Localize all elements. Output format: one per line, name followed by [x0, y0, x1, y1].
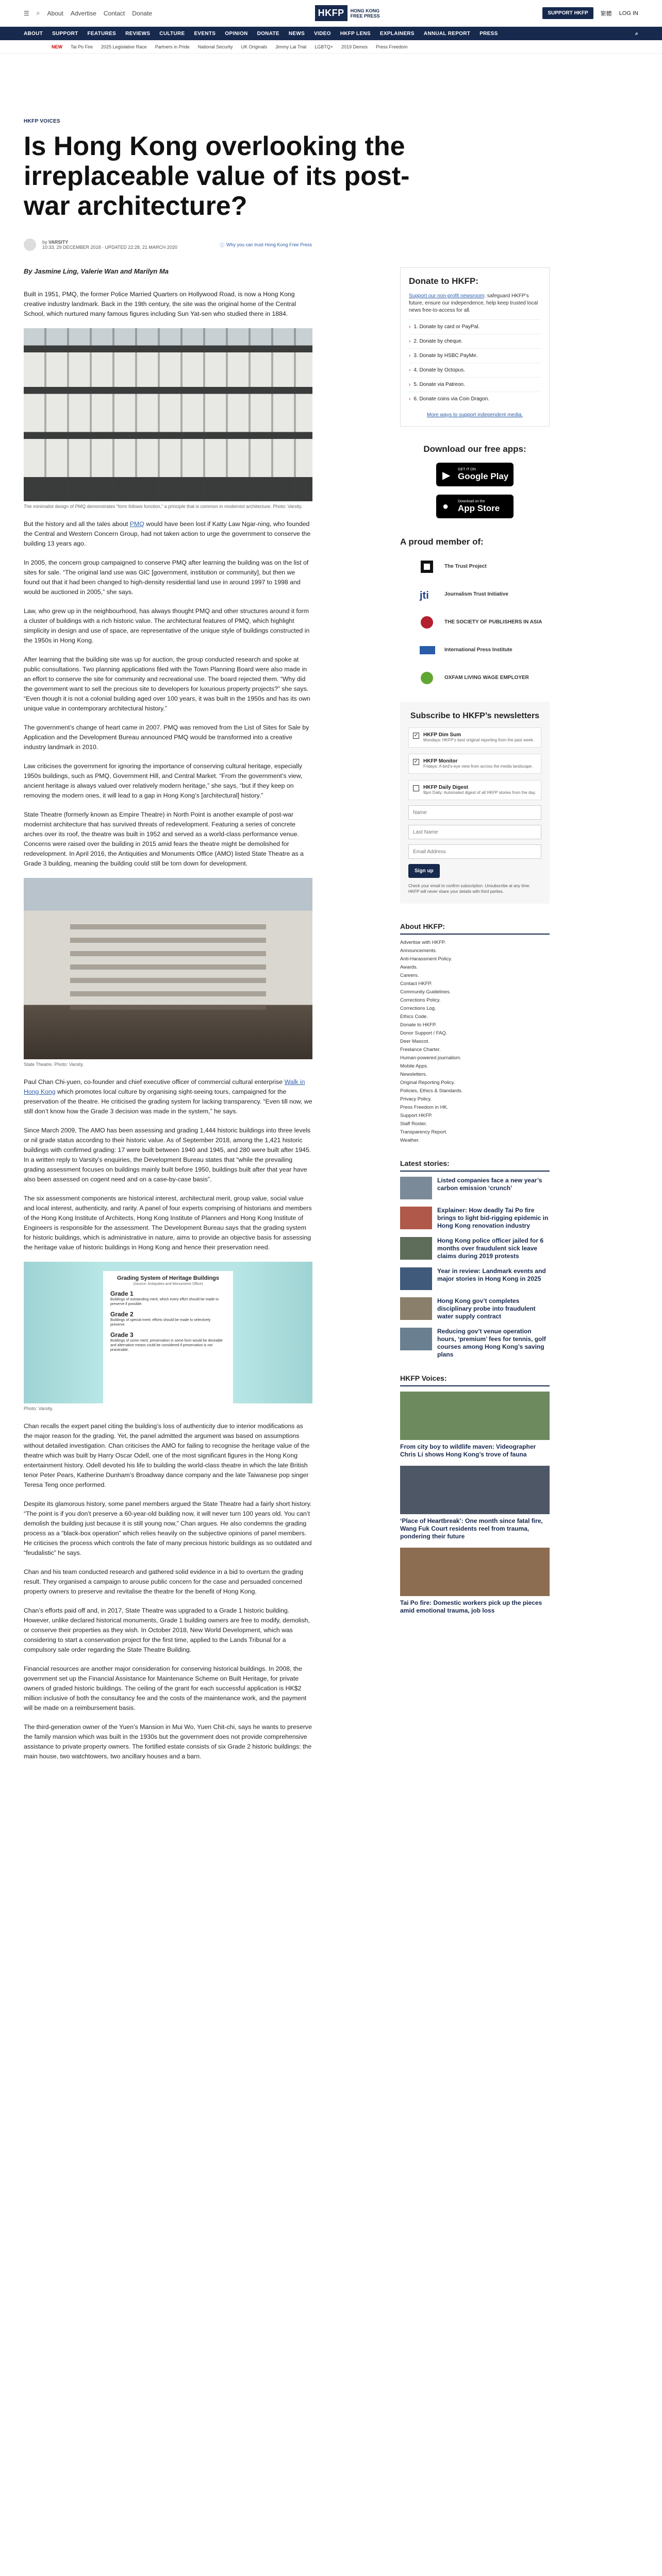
- nav-opinion[interactable]: OPINION: [225, 30, 248, 37]
- voice-headline[interactable]: ‘Place of Heartbreak’: One month since fatal fire, Wang Fuk Court residents reel from trauma, pondering their future: [400, 1517, 543, 1540]
- article-title: Is Hong Kong overlooking the irreplaceable value of its post-war architecture?: [24, 131, 410, 221]
- walk-in-hong-kong-link[interactable]: Walk in Hong Kong: [24, 1078, 305, 1095]
- story-thumbnail[interactable]: [400, 1297, 432, 1320]
- about-list: [400, 939, 550, 1145]
- voice-headline[interactable]: Tai Po fire: Domestic workers pick up the pieces amid emotional trauma, job loss: [400, 1599, 542, 1614]
- story-headline[interactable]: Hong Kong police officer jailed for 6 months over fraudulent sick leave claims during 2019 protests: [437, 1237, 544, 1260]
- arrow-icon: ›: [409, 353, 411, 359]
- donate-intro-link[interactable]: Support our non-profit newsroom: [409, 293, 485, 299]
- name-field[interactable]: [408, 805, 541, 820]
- email-field[interactable]: [408, 844, 541, 859]
- trending-link[interactable]: Tai Po Fire: [71, 44, 93, 49]
- story-item[interactable]: [400, 1328, 550, 1359]
- paragraph: In 2005, the concern group campaigned to conserve PMQ after learning the building was on the list of sites for sale. “The original land use was GIC [government, institution or community], but then we found out that it had been changed to high-density residential land use in around 1997 to 1998 and would be auctioned in 2005,” she says.: [24, 559, 309, 596]
- voice-thumbnail[interactable]: [400, 1466, 550, 1514]
- member-logo[interactable]: [400, 642, 550, 658]
- donate-option[interactable]: [409, 319, 541, 334]
- logo-mark: HKFP: [315, 5, 347, 21]
- svg-text:jti: jti: [420, 590, 429, 601]
- about-link[interactable]: Original Reporting Policy.: [400, 1080, 455, 1086]
- article-category[interactable]: HKFP VOICES: [24, 118, 60, 124]
- topbar-link-contact[interactable]: Contact: [103, 9, 125, 17]
- voice-item[interactable]: [400, 1466, 550, 1540]
- donate-option-label: 1. Donate by card or PayPal.: [413, 324, 480, 330]
- logo-wordmark: [351, 8, 380, 19]
- nav-news[interactable]: NEWS: [288, 30, 305, 37]
- story-thumbnail[interactable]: [400, 1237, 432, 1260]
- donate-option-label: 5. Donate via Patreon.: [413, 382, 465, 387]
- trending-link[interactable]: 2025 Legislative Race: [101, 44, 147, 49]
- about-link[interactable]: Awards.: [400, 964, 418, 970]
- newsletter-name: HKFP Dim Sum: [423, 732, 461, 738]
- app-store-button[interactable]: [436, 495, 514, 518]
- sopa-icon: [419, 614, 439, 631]
- paragraph: [24, 519, 312, 549]
- donate-option-label: 3. Donate by HSBC PayMe.: [413, 353, 478, 359]
- grade-row: [110, 1331, 226, 1352]
- donate-option[interactable]: [409, 334, 541, 348]
- donate-title: Donate to HKFP:: [409, 276, 479, 286]
- paragraph: After learning that the building site was up for auction, the group conducted research and spoke at public consultations. Two planning applications filed with the Town Planning Board were also made in an effort to conserve the site for community and recreational use. The board rejected them. “Why did the government want to sell the precious site to developers for luxurious property projects?” she says. “Even though it is not a colonial building aged over 100 years, it was built in the 1950s and has its own unique value in contemporary architectural history.”: [24, 656, 310, 712]
- byline: [24, 239, 638, 251]
- paragraph: The government’s change of heart came in 2007. PMQ was removed from the List of Sites for Sale by Application and the Development Bureau announced PMQ would be transformed into a creative industry landmark in 2010.: [24, 724, 309, 751]
- story-item[interactable]: [400, 1237, 550, 1260]
- about-link[interactable]: Contact HKFP.: [400, 981, 433, 987]
- newsletter-checkbox[interactable]: ✓: [413, 759, 419, 765]
- about-link[interactable]: Staff Roster.: [400, 1121, 427, 1127]
- donate-option[interactable]: [409, 392, 541, 406]
- member-name: The Trust Project: [444, 564, 487, 569]
- nav-about[interactable]: ABOUT: [24, 30, 43, 37]
- voice-item[interactable]: [400, 1548, 550, 1615]
- signup-button[interactable]: Sign up: [408, 864, 440, 878]
- voice-item[interactable]: [400, 1392, 550, 1459]
- author-avatar: [24, 239, 36, 251]
- about-link[interactable]: Corrections Log.: [400, 1006, 436, 1011]
- newsletter-title: Subscribe to HKFP’s newsletters: [410, 711, 540, 720]
- info-icon: ⓘ: [219, 242, 224, 248]
- trending-link[interactable]: Press Freedom: [375, 44, 408, 49]
- arrow-icon: ›: [409, 338, 411, 344]
- member-name: International Press Institute: [444, 647, 512, 653]
- latest-title: Latest stories:: [400, 1159, 550, 1172]
- about-link[interactable]: Donor Support / FAQ.: [400, 1030, 448, 1036]
- voice-thumbnail[interactable]: [400, 1392, 550, 1440]
- figure-grading-system: [24, 1262, 312, 1411]
- newsletter-checkbox[interactable]: ✓: [413, 733, 419, 738]
- pmq-link[interactable]: PMQ: [129, 520, 144, 528]
- paragraph: Since March 2009, The AMO has been assessing and grading 1,444 historic buildings into three levels or nil grade status according to their historic value. As of September 2018, among the 1,421 historic buildings with confirmed grading: 17 were built between 1940 and 1945, and 280 were built after 1945. In a written reply to Varsity’s enquiries, the Development Bureau states that “while the prevailing grading assessment focuses on buildings mainly built before 1950, buildings built after that year have also been assessed on cogent need and on a case-by-case basis”.: [24, 1127, 311, 1183]
- newsletter-option[interactable]: [408, 754, 541, 774]
- trending-link[interactable]: LGBTQ+: [315, 44, 333, 49]
- sidebar: [400, 267, 550, 1771]
- newsletter-desc: 9pm Daily: Automated digest of all HKFP stories from the day.: [423, 790, 536, 795]
- topbar-link-donate[interactable]: Donate: [132, 9, 152, 17]
- nav-culture[interactable]: CULTURE: [159, 30, 185, 37]
- newsletter-desc: Mondays: HKFP’s best original reporting from the past week.: [423, 738, 535, 742]
- grade-name: Grade 2: [110, 1311, 134, 1318]
- donate-intro: [409, 293, 541, 314]
- content-layout: [0, 267, 662, 1771]
- about-link[interactable]: Donate to HKFP.: [400, 1022, 437, 1028]
- donate-option[interactable]: [409, 377, 541, 392]
- signup-row: [408, 859, 541, 878]
- about-link[interactable]: Human-powered journalism.: [400, 1055, 461, 1061]
- grade-name: Grade 1: [110, 1290, 134, 1297]
- member-name: Journalism Trust Initiative: [444, 591, 508, 597]
- nav-video[interactable]: VIDEO: [314, 30, 331, 37]
- nav-features[interactable]: FEATURES: [87, 30, 117, 37]
- donate-option-label: 4. Donate by Octopus.: [413, 367, 465, 373]
- language-switch[interactable]: 繁體: [600, 10, 612, 17]
- more-ways-link[interactable]: More ways to support independent media.: [426, 412, 523, 418]
- donate-option-label: 6. Donate coins via Coin Dragon.: [413, 396, 490, 402]
- about-link[interactable]: Anti-Harassment Policy.: [400, 956, 452, 962]
- trending-link[interactable]: Jimmy Lai Trial: [275, 44, 307, 49]
- figure-caption: State Theatre. Photo: Varsity.: [24, 1062, 84, 1067]
- grading-source: (Source: Antiquities and Monuments Office): [133, 1282, 203, 1286]
- donate-option[interactable]: [409, 348, 541, 363]
- newsletter-note: Check your email to confirm subscription. Unsubscribe at any time. HKFP will never share your details with third parties.: [408, 884, 531, 894]
- newsletter-desc: Fridays: A bird’s-eye view from across the media landscape.: [423, 764, 533, 769]
- story-item[interactable]: [400, 1177, 550, 1199]
- newsletter-name: HKFP Monitor: [423, 758, 458, 764]
- nav-press[interactable]: PRESS: [479, 30, 498, 37]
- infographic-decoration: [235, 1262, 312, 1403]
- arrow-icon: ›: [409, 382, 411, 387]
- donate-option-label: 2. Donate by cheque.: [413, 338, 463, 344]
- story-thumbnail[interactable]: [400, 1267, 432, 1290]
- story-headline[interactable]: Listed companies face a new year’s carbon emission ‘crunch’: [437, 1177, 542, 1192]
- paragraph: Financial resources are another major consideration for conserving historical buildings. In 2008, the government set up the Financial Assistance for Maintenance Scheme on Built Heritage, for private owners of graded historic buildings. The ceiling of the grant for each successful application is HK$2 million inclusive of both the consultancy fee and the costs of the maintenance work, and the payment will be made on a reimbursement basis.: [24, 1665, 307, 1711]
- paragraph: State Theatre (formerly known as Empire Theatre) in North Point is another example of post-war modernist architecture that has survived threats of redevelopment. Featuring a series of concrete arches over its roof, the theatre was built in 1952 and served as a world-class performance venue. Concerns were raised over the building in 2015 amid fears the theatre might be demolished for redevelopment. In April 2016, the Antiquities and Monuments Office (AMO) listed State Theatre as a Grade 3 building, meaning the building could still be torn down for development.: [24, 811, 304, 867]
- ipi-icon: [419, 642, 439, 658]
- figure-caption: The minimalist design of PMQ demonstrates “form follows function,” a principle that is common in modernist architecture. Photo: Varsity.: [24, 504, 303, 509]
- grade-row: [110, 1290, 226, 1307]
- grade-name: Grade 3: [110, 1331, 134, 1338]
- logo-line-2: FREE PRESS: [350, 13, 380, 19]
- article-authors: By Jasmine Ling, Valerie Wan and Marilyn Ma: [24, 267, 169, 275]
- topbar-left: [24, 9, 152, 17]
- member-logo[interactable]: [400, 586, 550, 603]
- paragraph-text: Paul Chan Chi-yuen, co-founder and chief executive officer of commercial cultural enterprise: [24, 1078, 285, 1086]
- about-link[interactable]: Announcements.: [400, 948, 437, 954]
- top-utility-bar: [0, 0, 662, 27]
- nav-reviews[interactable]: REVIEWS: [125, 30, 151, 37]
- trust-project-icon: [419, 558, 439, 575]
- last-name-field[interactable]: [408, 825, 541, 839]
- newsletter-name: HKFP Daily Digest: [423, 785, 469, 790]
- logo-line-1: HONG KONG: [350, 8, 380, 13]
- pmq-photo: [24, 328, 312, 501]
- nav-annual-report[interactable]: ANNUAL REPORT: [423, 30, 471, 37]
- google-play-big: Google Play: [458, 471, 509, 481]
- nav-events[interactable]: EVENTS: [194, 30, 216, 37]
- site-logo[interactable]: [315, 5, 380, 21]
- figure-caption: Photo: Varsity.: [24, 1406, 54, 1411]
- about-link[interactable]: Mobile Apps.: [400, 1063, 428, 1069]
- nav-search-icon[interactable]: ⌕: [635, 30, 638, 37]
- about-link[interactable]: Support HKFP.: [400, 1113, 433, 1118]
- new-tag: NEW: [52, 44, 62, 49]
- menu-icon[interactable]: ☰: [24, 9, 29, 17]
- app-store-big: App Store: [458, 503, 500, 513]
- newsletter-signup: [400, 702, 550, 904]
- newsletter-option[interactable]: [408, 780, 541, 800]
- story-item[interactable]: [400, 1207, 550, 1230]
- figure-state-theatre: [24, 878, 312, 1067]
- story-thumbnail[interactable]: [400, 1328, 432, 1350]
- jti-icon: [419, 586, 439, 603]
- play-icon: ▶: [442, 470, 451, 481]
- donate-intro-text: : safeguard HKFP’s future, ensure our independence, help keep trusted local news free-to-access for all.: [409, 293, 538, 313]
- article-header: [0, 54, 662, 251]
- arrow-icon: ›: [409, 396, 411, 402]
- paragraph-text: which promotes local culture by organising sight-seeing tours, campaigned for the preservation of the theatre. He criticised the grading system for lacking transparency. “Even till now, we still don’t know how the Grade 3 decision was made in the system,” he says.: [24, 1088, 312, 1115]
- grade-description: Buildings of some merit; preservation in some form would be desirable and alternative means could be considered if preservation is not practicable.: [110, 1339, 223, 1352]
- about-link[interactable]: Ethics Code.: [400, 1014, 428, 1020]
- google-play-small: GET IT ON: [458, 467, 476, 471]
- member-name: THE SOCIETY OF PUBLISHERS IN ASIA: [444, 619, 542, 625]
- about-link[interactable]: Transparency Report.: [400, 1129, 448, 1135]
- trending-link[interactable]: National Security: [197, 44, 233, 49]
- story-thumbnail[interactable]: [400, 1207, 432, 1229]
- arrow-icon: ›: [409, 324, 411, 330]
- main-navigation: [0, 27, 662, 40]
- story-thumbnail[interactable]: [400, 1177, 432, 1199]
- voice-headline[interactable]: From city boy to wildlife maven: Videographer Chris Li shows Hong Kong’s trove of fauna: [400, 1443, 536, 1458]
- article-body: [24, 267, 312, 1771]
- paragraph: Chan and his team conducted research and gathered solid evidence in a bid to overturn the grading result. They organised a campaign to arouse public concern for the case and persuaded concerned property owners to preserve and revitalise the theatre for the benefit of Hong Kong.: [24, 1568, 304, 1595]
- paragraph: Law, who grew up in the neighbourhood, has always thought PMQ and other structures around it form a cluster of buildings with a rich historic value. The architectural features of PMQ, which highlight simplicity in design and use of space, are representative of the unique style of buildings constructed in the 1950s in Hong Kong.: [24, 607, 310, 644]
- about-link[interactable]: Community Guidelines.: [400, 989, 451, 995]
- paragraph: [24, 1077, 312, 1116]
- byline-text: [42, 240, 177, 250]
- topbar-link-advertise[interactable]: Advertise: [70, 9, 96, 17]
- voice-thumbnail[interactable]: [400, 1548, 550, 1596]
- paragraph: The six assessment components are historical interest, architectural merit, group value, social value and local interest, authenticity, and rarity. A panel of four experts comprising of historians and members of the Hong Kong Institute of Architects, Hong Kong Institute of Planners and Hong Kong Institute of Engineers is responsible for the assessment. The Development Bureau says that the grading system for historic buildings, which is administrative in nature, aims to provide an objective basis for assessing the heritage value of historic buildings in Hong Kong and hence their preservation need.: [24, 1195, 312, 1251]
- search-icon[interactable]: ⌕: [36, 9, 40, 16]
- infographic-decoration: [24, 1262, 101, 1403]
- voices-title: HKFP Voices:: [400, 1374, 550, 1386]
- voices-list: [400, 1392, 550, 1615]
- trending-link[interactable]: 2019 Demos: [341, 44, 368, 49]
- member-title: A proud member of:: [400, 537, 484, 547]
- story-item[interactable]: [400, 1267, 550, 1290]
- support-hkfp-button[interactable]: SUPPORT HKFP: [542, 7, 593, 19]
- state-theatre-photo: [24, 878, 312, 1059]
- trending-link[interactable]: Partners in Pride: [155, 44, 190, 49]
- latest-stories: [400, 1159, 550, 1359]
- trust-link-label: Why you can trust Hong Kong Free Press: [226, 242, 312, 247]
- about-link[interactable]: Policies, Ethics & Standards.: [400, 1088, 463, 1094]
- hkfp-voices-section: [400, 1374, 550, 1615]
- grading-panel: [103, 1271, 233, 1403]
- grade-description: Buildings of outstanding merit, which every effort should be made to preserve if possible.: [110, 1298, 219, 1306]
- article-date: 10:33, 29 DECEMBER 2018 · UPDATED 22:28, 21 MARCH 2020: [42, 245, 177, 250]
- newsletter-option[interactable]: [408, 727, 541, 748]
- story-headline[interactable]: Reducing gov’t venue operation hours, ‘premium’ fees for tennis, golf courses among Hong Kong’s saving plans: [437, 1328, 546, 1358]
- trust-link[interactable]: [220, 242, 312, 248]
- about-link[interactable]: Corrections Policy.: [400, 997, 441, 1003]
- about-link[interactable]: Deer Mascot.: [400, 1039, 429, 1044]
- apps-title: Download our free apps:: [423, 444, 526, 454]
- about-link[interactable]: Press Freedom in HK.: [400, 1105, 449, 1110]
- byline-by: by: [42, 240, 47, 245]
- nav-hkfp-lens[interactable]: HKFP LENS: [340, 30, 371, 37]
- topbar-link-about[interactable]: About: [47, 9, 63, 17]
- google-play-button[interactable]: [436, 463, 514, 486]
- about-title: About HKFP:: [400, 922, 550, 935]
- author-name[interactable]: VARSITY: [48, 240, 69, 245]
- about-link[interactable]: Privacy Policy.: [400, 1096, 432, 1102]
- topbar-right: [542, 7, 638, 19]
- about-link[interactable]: Freelance Charter.: [400, 1047, 441, 1053]
- paragraph: Law criticises the government for ignoring the importance of conserving cultural heritage, especially 1950s buildings, such as PMQ, Government Hill, and Central Market. “From the government’s view, ancient heritage is always valued over relatively modern heritage,” she says, “but if they keep on removing the modern ones, it will lead to a gap in Hong Kong’s [architectural] history.”: [24, 762, 303, 799]
- paragraph: Despite its glamorous history, some panel members argued the State Theatre had a fairly short history. “The point is if you don’t preserve a 60-year-old building now, it will never turn 100 years old. You can’t demolish the building just because it is still young now,” Chan argues. He also condemns the grading process as a “black-box operation” which relies heavily on the subjective opinions of panel members. He criticises the process which controls the fate of many precious historic buildings as so outdated and “feudalistic” he says.: [24, 1500, 312, 1556]
- about-section: [400, 922, 550, 1145]
- about-link[interactable]: Careers.: [400, 973, 419, 978]
- member-logo[interactable]: [400, 558, 550, 575]
- about-link[interactable]: Newsletters.: [400, 1072, 427, 1077]
- arrow-icon: ›: [409, 367, 411, 373]
- nav-explainers[interactable]: EXPLAINERS: [379, 30, 415, 37]
- apple-icon: ●: [442, 501, 449, 512]
- grading-title: Grading System of Heritage Buildings: [117, 1275, 220, 1281]
- paragraph-text: But the history and all the tales about: [24, 520, 130, 528]
- nav-support[interactable]: SUPPORT: [52, 30, 78, 37]
- paragraph: The third-generation owner of the Yuen’s Mansion in Mui Wo, Yuen Chit-chi, says he wants to preserve the family mansion which was built in the 1930s but the government does not provide comprehensive assistance to private property owners. The fortified estate consists of six Grade 2 historic buildings: the main house, two watchtowers, two ancillary houses and a barn.: [24, 1723, 312, 1760]
- nav-donate[interactable]: DONATE: [257, 30, 279, 37]
- story-headline[interactable]: Explainer: How deadly Tai Po fire brings to light bid-rigging epidemic in Hong Kong renovation industry: [437, 1207, 549, 1229]
- app-store-small: Download on the: [458, 499, 485, 503]
- member-logo[interactable]: [400, 614, 550, 631]
- paragraph: Built in 1951, PMQ, the former Police Married Quarters on Hollywood Road, is now a Hong Kong creative industry landmark. Back in the 19th century, the site was the original home of the Central School, which nurtured many famous figures including Sun Yat-sen who studied there in 1884.: [24, 291, 296, 317]
- paragraph: Chan’s efforts paid off and, in 2017, State Theatre was upgraded to a Grade 1 historic building. However, unlike declared historical monuments, Grade 1 building owners are free to modify, demolish, or conserve their properties as they wish. In October 2018, New World Development, which was considering to start a conservation project for the first time, applied to the Lands Tribunal for a compulsory sale order regarding the State Theatre Building.: [24, 1607, 310, 1653]
- login-link[interactable]: LOG IN: [619, 10, 638, 16]
- member-logo[interactable]: [400, 670, 550, 686]
- figure-pmq: [24, 328, 312, 509]
- story-item[interactable]: [400, 1297, 550, 1320]
- paragraph: Chan recalls the expert panel citing the building’s loss of authenticity due to interior modifications as the major reason for the grading. Yet, the panel admitted the argument was based on assumptions without detailed investigation. Chan criticises the AMO for failing to recognise the heritage value of the theatre which was built by Harry Oscar Odell, one of the most significant figures in the Hong Kong entertainment history. Odell devoted his life to building the world-class theatre in which the late British tenor Peter Pears, Katherine Dunham’s Broadway dance company and the late Taiwanese pop singer Teresa Teng once performed.: [24, 1422, 310, 1488]
- trending-link[interactable]: UK Originals: [241, 44, 268, 49]
- grade-row: [110, 1311, 226, 1327]
- grade-description: Buildings of special merit; efforts should be made to selectively preserve.: [110, 1318, 211, 1327]
- oxfam-icon: [419, 670, 439, 686]
- newsletter-checkbox[interactable]: [413, 785, 419, 791]
- donate-box: [400, 267, 550, 427]
- about-link[interactable]: Advertise with HKFP.: [400, 940, 446, 945]
- trending-bar: [0, 40, 662, 54]
- donate-option[interactable]: [409, 363, 541, 377]
- paragraph-text: would have been lost if Katty Law Ngar-ning, who founded the Central and Western Concern Group, had not taken action to urge the government to conserve the building 13 years ago.: [24, 520, 311, 547]
- about-link[interactable]: Weather.: [400, 1138, 420, 1143]
- latest-list: [400, 1177, 550, 1359]
- grading-infographic: [24, 1262, 312, 1403]
- member-name: OXFAM LIVING WAGE EMPLOYER: [444, 675, 529, 681]
- story-headline[interactable]: Hong Kong gov’t completes disciplinary probe into fraudulent water supply contract: [437, 1297, 536, 1320]
- story-headline[interactable]: Year in review: Landmark events and major stories in Hong Kong in 2025: [437, 1267, 546, 1282]
